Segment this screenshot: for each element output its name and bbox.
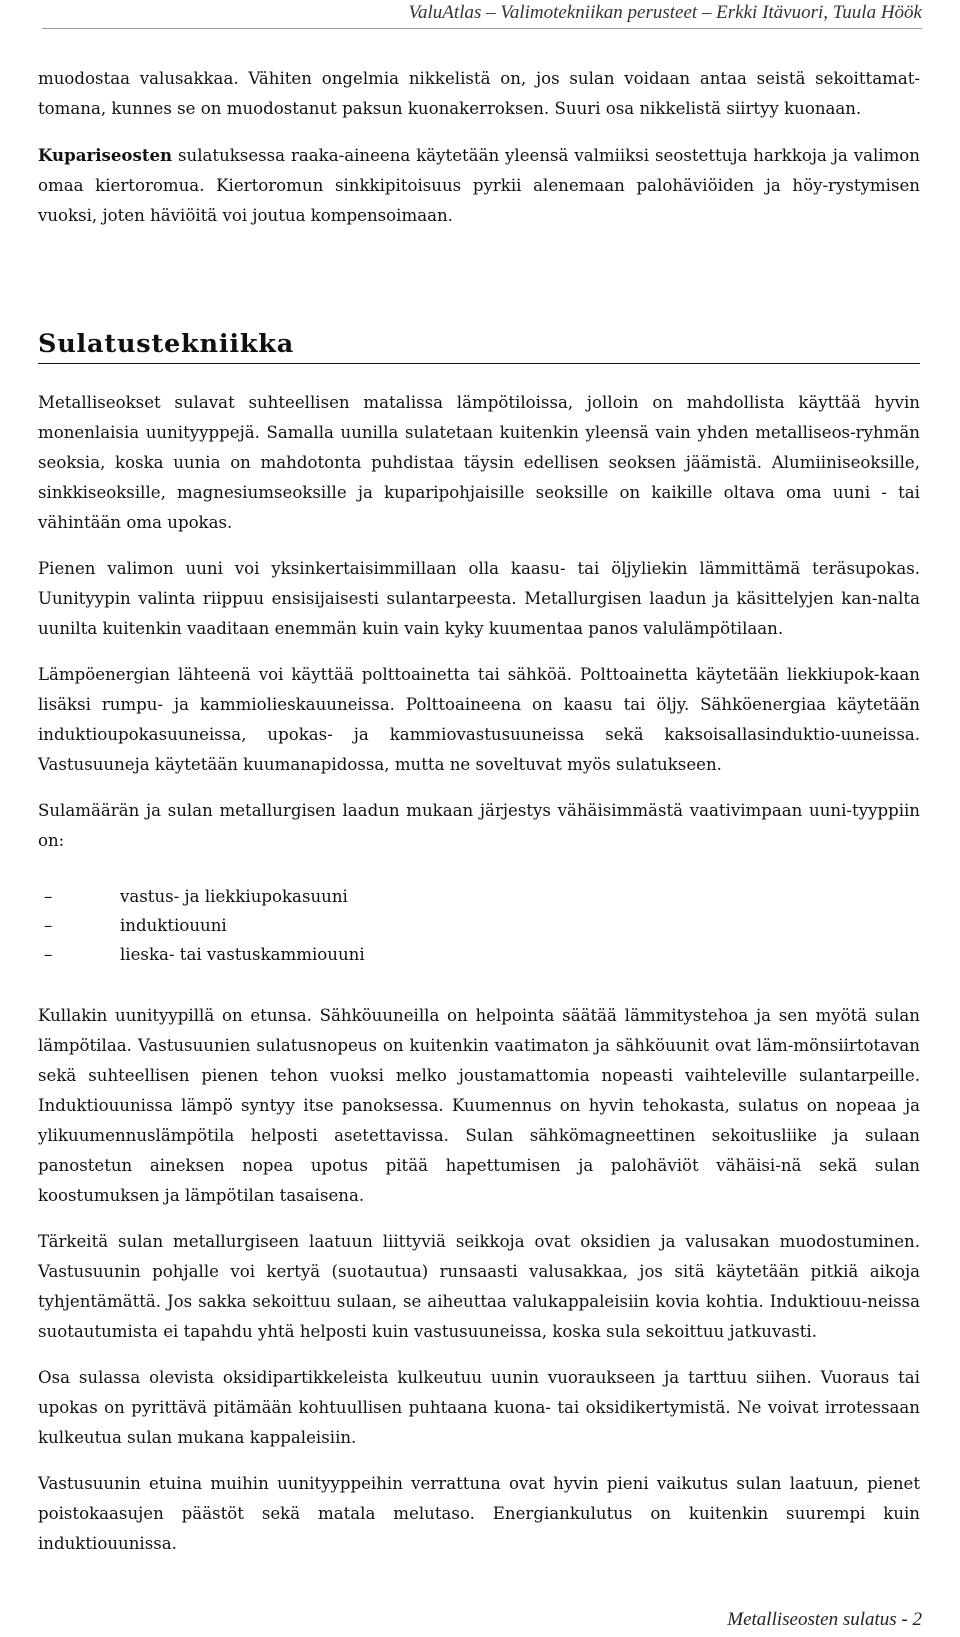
intro-paragraph-2	[38, 140, 920, 231]
intro-paragraph-1: muodostaa valusakkaa. Vähiten ongelmia nikkelistä on, jos sulan voidaan antaa seistä sekoittamat-tomana, kunnes se on muodostanut paksun kuonakerroksen. Suuri osa nikkelistä siirtyy kuonaan.	[38, 69, 920, 118]
section-paragraph-6: Tärkeitä sulan metallurgiseen laatuun liittyviä seikkoja ovat oksidien ja valusakan muodostuminen. Vastusuunin pohjalle voi kertyä (suotautua) runsaasti valusakkaa, jos sitä käytetään pitkiä aikoja tyhjentämättä. Jos sakka sekoittuu sulaan, se aiheuttaa valukappaleisiin kovia kohtia. Induktiouu-neissa suotautumista ei tapahdu yhtä helposti kuin vastusuuneissa, koska sula sekoittuu jatkuvasti.	[38, 1232, 920, 1341]
dash-bullet-icon: –	[44, 916, 53, 935]
section-paragraph-5: Kullakin uunityypillä on etunsa. Sähköuuneilla on helpointa säätää lämmitystehoa ja sen myötä sulan lämpötilaa. Vastusuunien sulatusnopeus on kuitenkin vaatimaton ja sähköuunit ovat läm-mönsiirtotavan sekä suhteellisen pienen tehon vuoksi melko joustamattomia nopeasti vaihteleville sulantarpeille. Induktiouunissa lämpö syntyy itse panoksessa. Kuumennus on hyvin tehokasta, sulatus on nopeaa ja ylikuumennuslämpötila helposti asetettavissa. Sulan sähkömagneettinen sekoitusliike ja sulaan panostetun aineksen nopea upotus pitää hapettumisen ja palohäviöt vähäisi-nä sekä sulan koostumuksen ja lämpötilan tasaisena.	[38, 1006, 920, 1205]
running-header: ValuAtlas – Valimotekniikan perusteet – Erkki Itävuori, Tuula Höök	[42, 2, 922, 29]
list-item-label: induktiouuni	[120, 916, 227, 935]
running-footer: Metalliseosten sulatus - 2	[727, 1609, 922, 1630]
dash-bullet-icon: –	[44, 887, 53, 906]
list-item	[38, 940, 920, 969]
document-body	[38, 64, 920, 1575]
section-paragraph-2: Pienen valimon uuni voi yksinkertaisimmillaan olla kaasu- tai öljyliekin lämmittämä teräsupokas. Uunityypin valinta riippuu ensisijaisesti sulantarpeesta. Metallurgisen laadun ja käsittelyjen kan-nalta uunilta kuitenkin vaaditaan enemmän kuin vain kyky kuumentaa panos valulämpötilaan.	[38, 559, 920, 638]
intro-paragraph-2-text: sulatuksessa raaka-aineena käytetään yleensä valmiiksi seostettuja harkkoja ja valimon omaa kiertoromua. Kiertoromun sinkkipitoisuus pyrkii alenemaan palohäviöiden ja höy-rystymisen vuoksi, joten häviöitä voi joutua kompensoimaan.	[38, 146, 920, 225]
section-paragraph-3: Lämpöenergian lähteenä voi käyttää polttoainetta tai sähköä. Polttoainetta käytetään liekkiupok-kaan lisäksi rumpu- ja kammiolieskauuneissa. Polttoaineena on kaasu tai öljy. Sähköenergiaa käytetään induktioupokasuuneissa, upokas- ja kammiovastusuuneissa sekä kaksoisallasinduktio-uuneissa. Vastusuuneja käytetään kuumanapidossa, mutta ne soveltuvat myös sulatukseen.	[38, 665, 920, 774]
section-heading: Sulatustekniikka	[38, 327, 920, 364]
section-paragraph-1: Metalliseokset sulavat suhteellisen matalissa lämpötiloissa, jolloin on mahdollista käyttää hyvin monenlaisia uunityyppejä. Samalla uunilla sulatetaan kuitenkin yleensä vain yhden metalliseos-ryhmän seoksia, koska uunia on mahdotonta puhdistaa täysin edellisen seoksen jäämistä. Alumiiniseoksille, sinkkiseoksille, magnesiumseoksille ja kuparipohjaisille seoksille on kaikille oltava oma uuni - tai vähintään oma upokas.	[38, 393, 920, 532]
section-paragraph-8: Vastusuunin etuina muihin uunityyppeihin verrattuna ovat hyvin pieni vaikutus sulan laatuun, pienet poistokaasujen päästöt sekä matala melutaso. Energiankulutus on kuitenkin suurempi kuin induktiouunissa.	[38, 1474, 920, 1553]
list-item	[38, 882, 920, 911]
section-paragraph-4: Sulamäärän ja sulan metallurgisen laadun mukaan järjestys vähäisimmästä vaativimpaan uuni-tyyppiin on:	[38, 801, 920, 850]
section-paragraph-7: Osa sulassa olevista oksidipartikkeleista kulkeutuu uunin vuoraukseen ja tarttuu siihen. Vuoraus tai upokas on pyrittävä pitämään kohtuullisen puhtaana kuona- tai oksidikertymistä. Ne voivat irrotessaan kulkeutua sulan mukana kappaleisiin.	[38, 1368, 920, 1447]
list-item-label: lieska- tai vastuskammiouuni	[120, 945, 365, 964]
list-item-label: vastus- ja liekkiupokasuuni	[120, 887, 348, 906]
furnace-type-list	[38, 882, 920, 969]
dash-bullet-icon: –	[44, 945, 53, 964]
copper-alloys-term: Kupariseosten	[38, 145, 173, 165]
list-item	[38, 911, 920, 940]
